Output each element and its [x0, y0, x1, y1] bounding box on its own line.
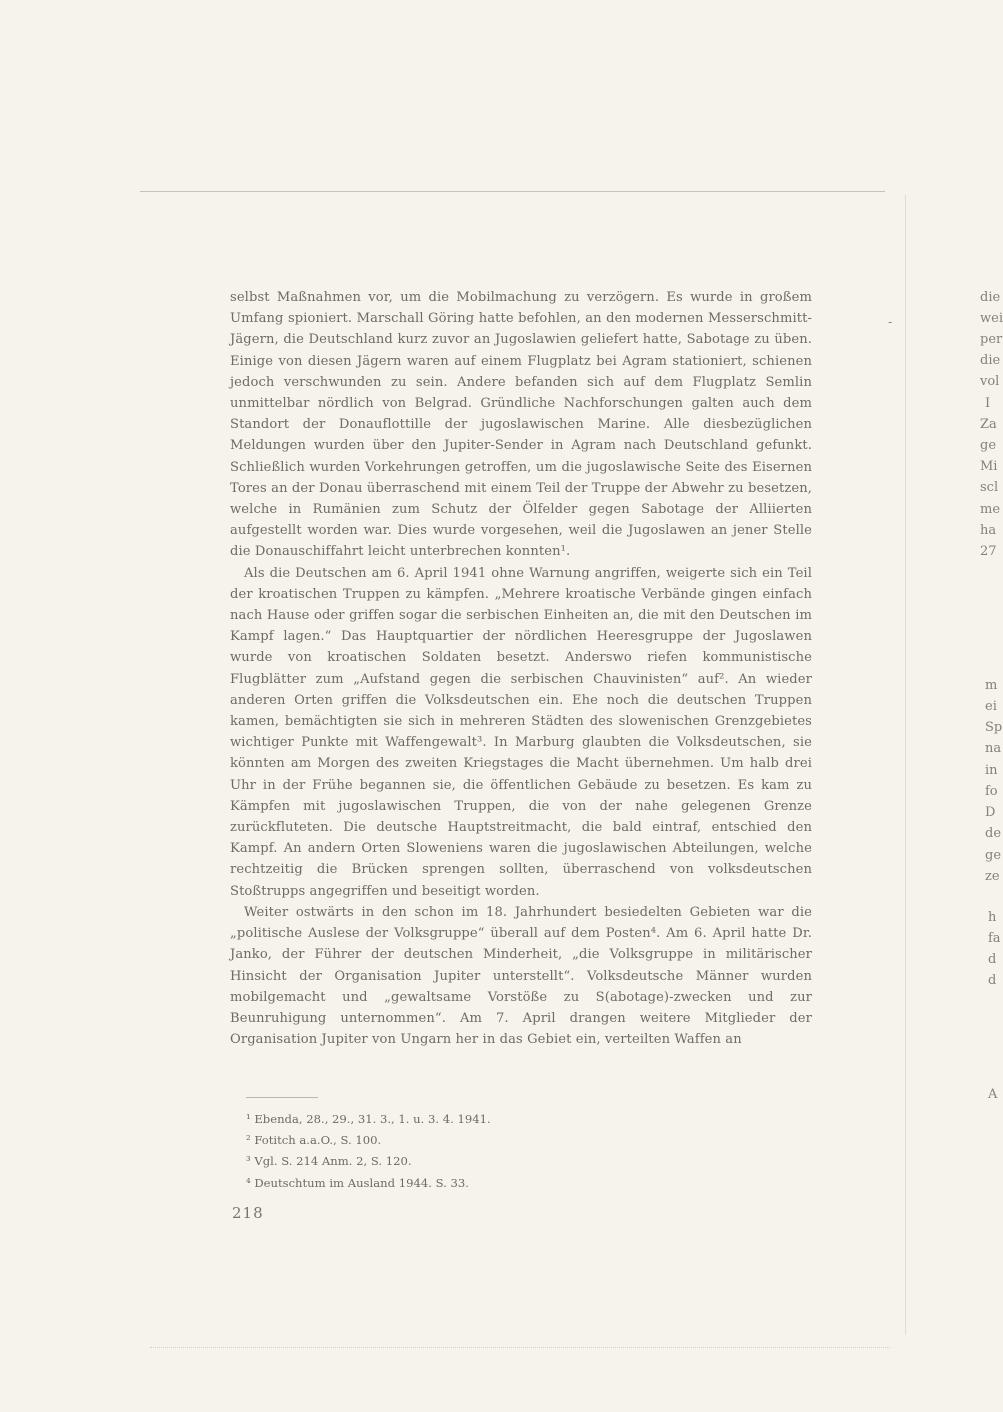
edge-fragment: Za: [980, 417, 997, 432]
edge-fragment: wei: [980, 311, 1003, 326]
paragraph-1: selbst Maßnahmen vor, um die Mobilmachung zu verzögern. Es wurde in großem Umfang spioniert. Marschall Göring hatte befohlen, an den modernen Messerschmitt-Jägern, die Deutschland kurz zuvor an Jugoslawien geliefert hatte, Sabotage zu üben. Einige von diesen Jägern waren auf einem Flugplatz bei Agram stationiert, schienen jedoch verschwunden zu sein. Andere befanden sich auf dem Flugplatz Semlin unmittelbar nördlich von Belgrad. Gründliche Nachforschungen galten auch dem Standort der Donauflottille der jugoslawischen Marine. Alle diesbezüglichen Meldungen wurden über den Jupiter-Sender in Agram nach Deutschland gefunkt. Schließlich wurden Vorkehrungen getroffen, um die jugoslawische Seite des Eisernen Tores an der Donau überraschend mit einem Teil der Truppe der Abwehr zu besetzen, welche in Rumänien zum Schutz der Ölfelder gegen Sabotage der Alliierten aufgestellt worden war. Dies wurde vorgesehen, weil die Jugoslawen an jener Stelle die Donauschiffahrt leicht unterbrechen konnten¹.: [230, 290, 812, 560]
edge-fragment: d: [988, 973, 997, 988]
edge-fragment: per: [980, 332, 1003, 347]
footnote-2: ² Fotitch a.a.O., S. 100.: [246, 1133, 382, 1148]
edge-fragment: ge: [985, 848, 1002, 863]
edge-fragment: die: [980, 353, 1001, 368]
edge-fragment: scl: [980, 480, 999, 495]
edge-fragment: 27: [980, 544, 997, 559]
edge-fragment: A: [988, 1087, 998, 1102]
edge-fragment: ze: [985, 869, 1000, 884]
edge-fragment: me: [980, 502, 1001, 517]
edge-fragment: de: [985, 826, 1002, 841]
edge-fragment: m: [985, 678, 998, 693]
edge-fragment: I: [985, 396, 991, 411]
edge-fragment: fo: [985, 784, 998, 799]
footnote-3: ³ Vgl. S. 214 Anm. 2, S. 120.: [246, 1154, 412, 1169]
footnote-1: ¹ Ebenda, 28., 29., 31. 3., 1. u. 3. 4. 1941.: [246, 1112, 491, 1126]
edge-fragment: Sp: [985, 720, 1003, 735]
edge-fragment: h: [988, 910, 997, 925]
edge-fragment: ge: [980, 438, 997, 453]
footnote-4: ⁴ Deutschtum im Ausland 1944. S. 33.: [246, 1175, 469, 1190]
margin-mark: -: [888, 315, 893, 330]
edge-fragment: D: [985, 805, 996, 820]
paragraph-3: Weiter ostwärts in den schon im 18. Jahrhundert besiedelten Gebieten war die „politische Auslese der Volksgruppe“ überall auf dem Posten⁴. Am 6. April hatte Dr. Janko, der Führer der deutschen Minderheit, „die Volksgruppe in militärischer Hinsicht der Organisation Jupiter unterstellt“. Volksdeutsche Männer wurden mobilgemacht und „gewaltsame Vorstöße zu S(abotage)-zwecken und zur Beunruhigung unternommen“. Am 7. April drangen weitere Mitglieder der Organisation Jupiter von Ungarn her in das Gebiet ein, verteilten Waffen an: [230, 904, 812, 1048]
edge-fragment: in: [985, 763, 998, 778]
edge-fragment: ei: [985, 699, 997, 714]
paragraph-2: Als die Deutschen am 6. April 1941 ohne Warnung angriffen, weigerte sich ein Teil der kroatischen Truppen zu kämpfen. „Mehrere kroatische Verbände gingen einfach nach Hause oder griffen sogar die serbischen Einheiten an, die mit den Deutschen im Kampf lagen.“ Das Hauptquartier der nördlichen Heeresgruppe der Jugoslawen wurde von kroatischen Soldaten besetzt. Anderswo riefen kommunistische Flugblätter zum „Aufstand gegen die serbischen Chauvinisten“ auf². An wieder anderen Orten griffen die Volksdeutschen ein. Ehe noch die deutschen Truppen kamen, bemächtigten sie sich in mehreren Städten des slowenischen Grenzgebietes wichtiger Punkte mit Waffengewalt³. In Marburg glaubten die Volksdeutschen, sie könnten am Morgen des zweiten Kriegstages die Macht übernehmen. Um halb drei Uhr in der Frühe begannen sie, die öffentlichen Gebäude zu besetzen. Es kam zu Kämpfen mit jugoslawischen Truppen, die von der nahe gelegenen Grenze zurückfluteten. Die deutsche Hauptstreitmacht, die bald eintraf, entschied den Kampf. An andern Orten Sloweniens waren die jugoslawischen Abteilungen, welche rechtzeitig die Brücken sprengen sollten, überraschend von volksdeutschen Stoßtrupps angegriffen und beseitigt worden.: [230, 565, 812, 899]
edge-fragment: Mi: [980, 459, 998, 474]
edge-fragment: ha: [980, 523, 997, 538]
edge-fragment: fa: [988, 931, 1001, 946]
edge-fragment: vol: [980, 374, 1000, 389]
edge-fragment: d: [988, 952, 997, 967]
page-number: 218: [232, 1204, 264, 1222]
edge-fragment: die: [980, 290, 1001, 305]
edge-fragment: na: [985, 741, 1002, 756]
